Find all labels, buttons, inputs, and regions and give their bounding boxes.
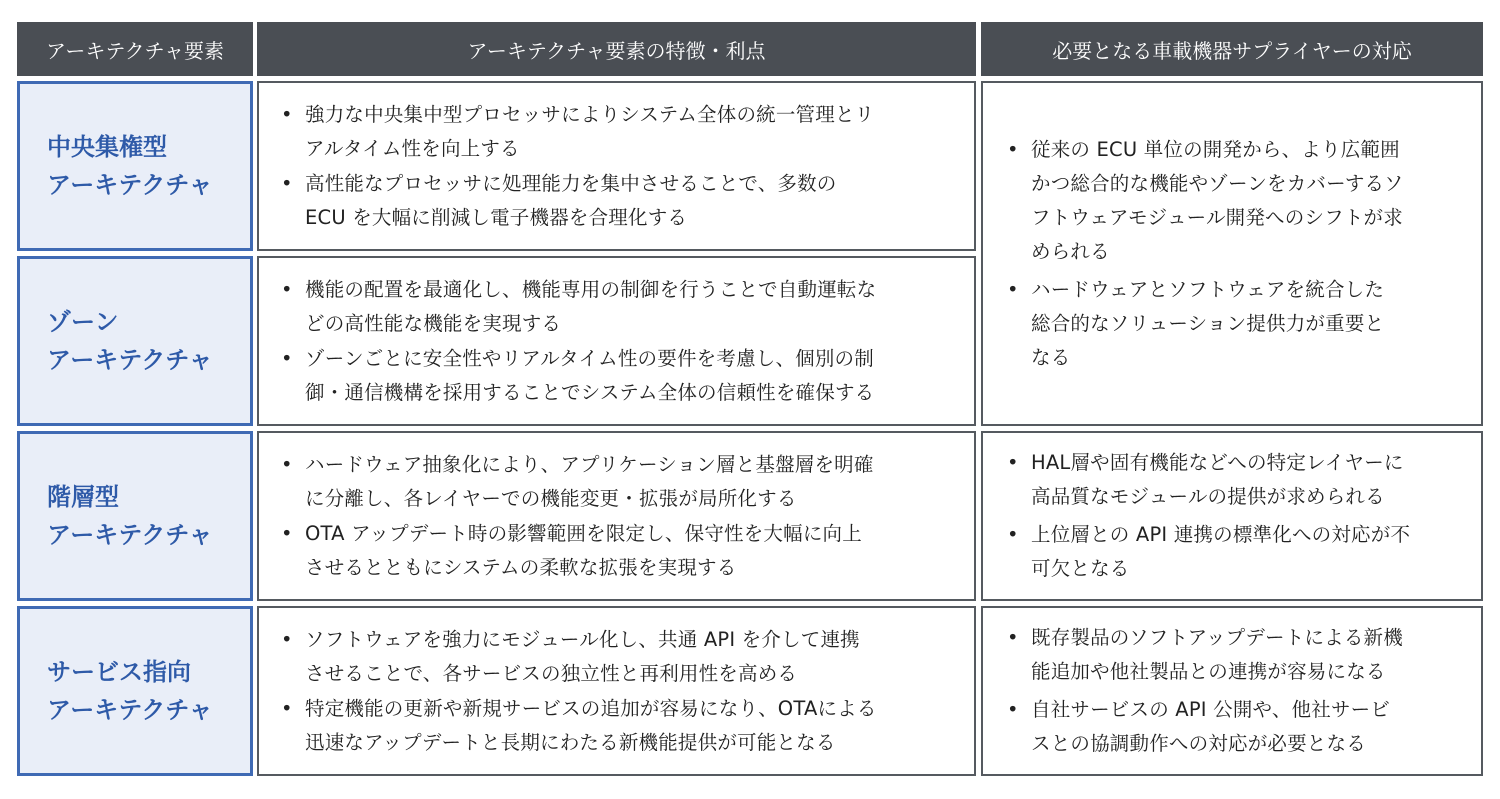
header-supplier-response: 必要となる車載機器サプライヤーの対応 (981, 22, 1483, 76)
category-zone (17, 256, 253, 426)
response-item: • ハードウェアとソフトウェアを統合した 総合的なソリューション提供力が重要と なる (1007, 273, 1469, 375)
feature-item: • 特定機能の更新や新規サービスの追加が容易になり、OTAによる 迅速なアップデートと長期にわたる新機能提供が可能となる (281, 692, 960, 760)
category-title-line: ゾーン (47, 308, 119, 336)
bullet-icon: • (281, 696, 293, 720)
feature-item: • OTA アップデート時の影響範囲を限定し、保守性を大幅に向上 させるとともにシステムの柔軟な拡張を実現する (281, 517, 960, 585)
category-title-line: アーキテクチャ (47, 696, 213, 724)
category-title-line: アーキテクチャ (47, 521, 213, 549)
bullet-icon: • (281, 102, 293, 126)
bullet-icon: • (1007, 698, 1019, 721)
bullet-icon: • (1007, 523, 1019, 546)
bullet-icon: • (1007, 626, 1019, 649)
response-service-oriented (981, 606, 1483, 776)
bullet-icon: • (1007, 277, 1019, 301)
feature-item: • ゾーンごとに安全性やリアルタイム性の要件を考慮し、個別の制 御・通信機構を採用することでシステム全体の信頼性を確保する (281, 342, 960, 410)
bullet-icon: • (281, 346, 293, 370)
category-title-line: 中央集権型 (47, 133, 167, 161)
bullet-icon: • (281, 277, 293, 301)
category-layered (17, 431, 253, 601)
category-title-line: サービス指向 (47, 658, 191, 686)
response-item: • 自社サービスの API 公開や、他社サービ スとの協調動作への対応が必要となる (1007, 693, 1469, 761)
feature-item: • ソフトウェアを強力にモジュール化し、共通 API を介して連携 させることで、各サービスの独立性と再利用性を高める (281, 623, 960, 691)
feature-item: • 強力な中央集中型プロセッサによりシステム全体の統一管理とリ アルタイム性を向上する (281, 98, 960, 166)
features-layered (257, 431, 976, 601)
features-service-oriented (257, 606, 976, 776)
features-zone (257, 256, 976, 426)
response-centralized-zone (981, 81, 1483, 426)
response-item: • HAL層や固有機能などへの特定レイヤーに 高品質なモジュールの提供が求められる (1007, 446, 1469, 514)
category-centralized (17, 81, 253, 251)
bullet-icon: • (281, 171, 293, 195)
response-item: • 従来の ECU 単位の開発から、より広範囲 かつ総合的な機能やゾーンをカバーするソ フトウェアモジュール開発へのシフトが求 められる (1007, 133, 1469, 269)
response-layered (981, 431, 1483, 601)
feature-item: • 機能の配置を最適化し、機能専用の制御を行うことで自動運転な どの高性能な機能を実現する (281, 273, 960, 341)
bullet-icon: • (1007, 137, 1019, 161)
response-item: • 上位層との API 連携の標準化への対応が不 可欠となる (1007, 518, 1469, 586)
bullet-icon: • (1007, 451, 1019, 474)
header-architecture-element: アーキテクチャ要素 (17, 22, 253, 76)
feature-item: • ハードウェア抽象化により、アプリケーション層と基盤層を明確 に分離し、各レイヤーでの機能変更・拡張が局所化する (281, 448, 960, 516)
response-item: • 既存製品のソフトアップデートによる新機 能追加や他社製品との連携が容易になる (1007, 621, 1469, 689)
category-title-line: アーキテクチャ (47, 346, 213, 374)
category-title-line: 階層型 (47, 483, 119, 511)
feature-item: • 高性能なプロセッサに処理能力を集中させることで、多数の ECU を大幅に削減し電子機器を合理化する (281, 167, 960, 235)
bullet-icon: • (281, 521, 293, 545)
bullet-icon: • (281, 627, 293, 651)
features-centralized (257, 81, 976, 251)
category-title-line: アーキテクチャ (47, 171, 213, 199)
bullet-icon: • (281, 452, 293, 476)
header-features-benefits: アーキテクチャ要素の特徴・利点 (257, 22, 976, 76)
category-service-oriented (17, 606, 253, 776)
